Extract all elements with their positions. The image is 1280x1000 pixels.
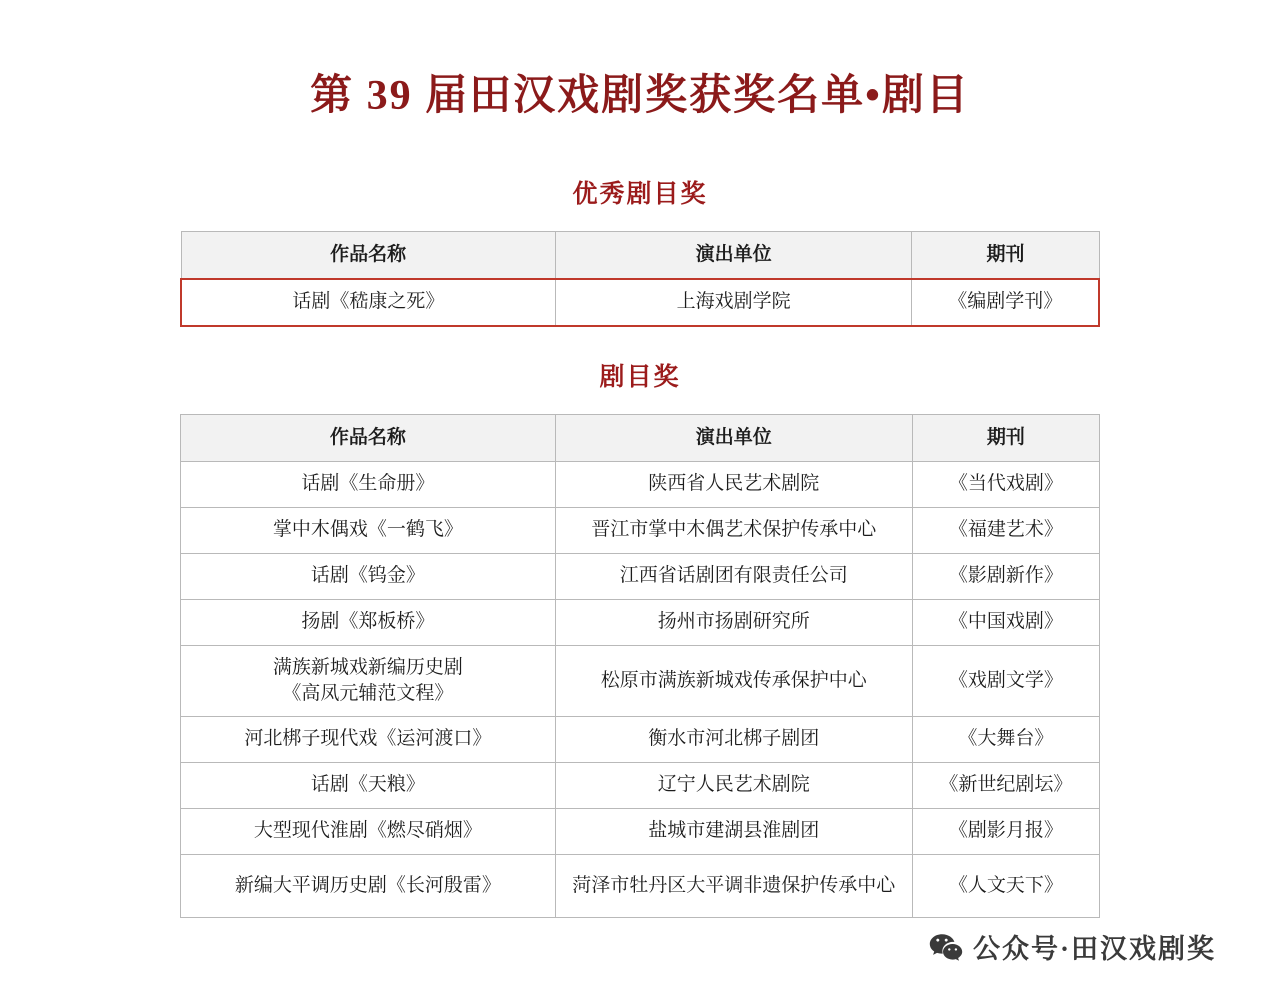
- cell-unit: 陕西省人民艺术剧院: [555, 461, 912, 507]
- cell-work: 大型现代淮剧《燃尽硝烟》: [181, 808, 556, 854]
- cell-work: 新编大平调历史剧《长河殷雷》: [181, 854, 556, 917]
- cell-journal: 《福建艺术》: [912, 507, 1099, 553]
- cell-unit: 江西省话剧团有限责任公司: [555, 553, 912, 599]
- cell-journal: 《大舞台》: [912, 716, 1099, 762]
- footer-text: 公众号·田汉戏剧奖: [972, 934, 1216, 964]
- cell-work-line1: 满族新城戏新编历史剧: [272, 657, 463, 679]
- program-awards-table: [180, 414, 1100, 918]
- table-row: [181, 808, 1100, 854]
- cell-journal: 《中国戏剧》: [912, 599, 1099, 645]
- cell-journal: 《人文天下》: [912, 854, 1099, 917]
- section-heading-excellent: 优秀剧目奖: [572, 181, 708, 208]
- table-row: [181, 645, 1100, 716]
- cell-unit: 菏泽市牡丹区大平调非遗保护传承中心: [555, 854, 912, 917]
- cell-unit: 松原市满族新城戏传承保护中心: [555, 645, 912, 716]
- table-row: [181, 762, 1100, 808]
- table-body: [181, 279, 1099, 326]
- table-row: [181, 716, 1100, 762]
- table-body: [181, 461, 1100, 917]
- cell-journal: 《剧影月报》: [912, 808, 1099, 854]
- column-header-journal: 期刊: [912, 414, 1099, 461]
- cell-journal: 《影剧新作》: [912, 553, 1099, 599]
- page-title: 第 39 届田汉戏剧奖获奖名单•剧目: [310, 73, 970, 119]
- table-row: [181, 279, 1099, 326]
- table-row: [181, 461, 1100, 507]
- cell-work: 话剧《生命册》: [181, 461, 556, 507]
- cell-unit: 扬州市扬剧研究所: [555, 599, 912, 645]
- table-header-row: [181, 231, 1099, 279]
- cell-unit: 衡水市河北梆子剧团: [555, 716, 912, 762]
- column-header-work: 作品名称: [181, 231, 555, 279]
- excellent-table-wrapper: [180, 231, 1100, 327]
- cell-work: 掌中木偶戏《一鹤飞》: [181, 507, 556, 553]
- cell-unit: 辽宁人民艺术剧院: [555, 762, 912, 808]
- cell-unit: 盐城市建湖县淮剧团: [555, 808, 912, 854]
- column-header-unit: 演出单位: [555, 414, 912, 461]
- cell-work-line2: 《高凤元辅范文程》: [282, 682, 454, 704]
- cell-journal: 《新世纪剧坛》: [912, 762, 1099, 808]
- cell-work: 河北梆子现代戏《运河渡口》: [181, 716, 556, 762]
- cell-journal: 《当代戏剧》: [912, 461, 1099, 507]
- excellent-awards-table: [180, 231, 1100, 327]
- cell-journal: 《编剧学刊》: [912, 279, 1099, 326]
- program-table-wrapper: [180, 414, 1100, 918]
- column-header-work: 作品名称: [181, 414, 556, 461]
- footer-watermark: [929, 927, 1216, 966]
- section-heading-program: 剧目奖: [599, 363, 681, 391]
- table-row: [181, 854, 1100, 917]
- cell-work: 话剧《钨金》: [181, 553, 556, 599]
- table-header: [181, 231, 1099, 279]
- column-header-journal: 期刊: [912, 231, 1099, 279]
- column-header-unit: 演出单位: [555, 231, 912, 279]
- wechat-icon: [929, 933, 963, 961]
- cell-journal: 《戏剧文学》: [912, 645, 1099, 716]
- cell-unit: 晋江市掌中木偶艺术保护传承中心: [555, 507, 912, 553]
- table-row: [181, 553, 1100, 599]
- cell-work: 扬剧《郑板桥》: [181, 599, 556, 645]
- table-header: [181, 414, 1100, 461]
- cell-work: 话剧《嵇康之死》: [181, 279, 555, 326]
- table-header-row: [181, 414, 1100, 461]
- table-row: [181, 507, 1100, 553]
- cell-work: 话剧《天粮》: [181, 762, 556, 808]
- document-page: [0, 62, 1280, 1000]
- table-row: [181, 599, 1100, 645]
- cell-unit: 上海戏剧学院: [555, 279, 912, 326]
- cell-work: [181, 645, 556, 716]
